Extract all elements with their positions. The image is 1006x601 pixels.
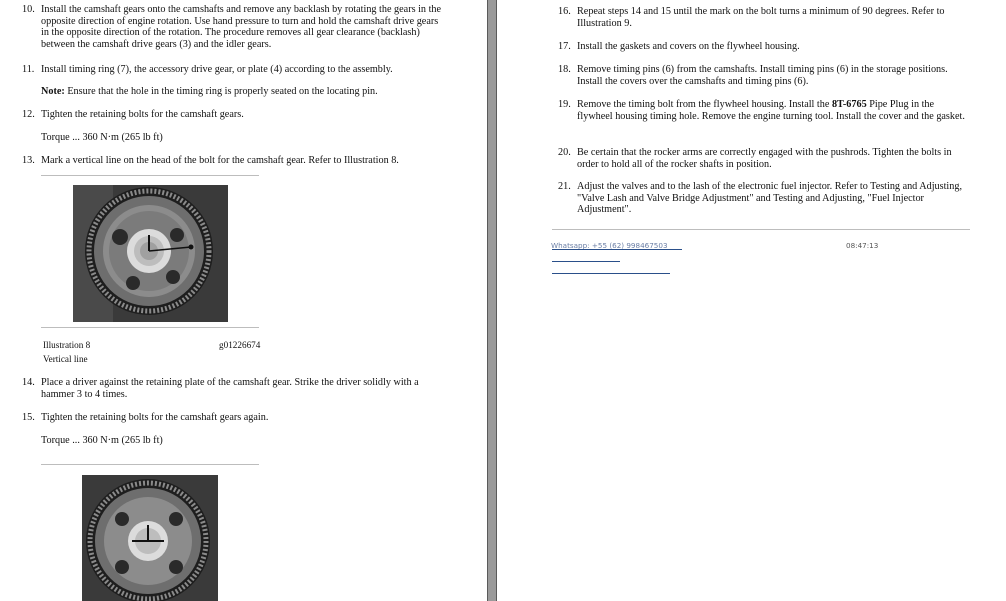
note [41,86,441,98]
step-text: Remove timing pins (6) from the camshafts. Install timing pins (6) in the storage positions. Install the covers over the camshafts and timing pins (6). [577,64,948,87]
left-page [0,0,487,601]
step-text [577,99,968,122]
divider [41,327,259,328]
footer-line [552,261,620,262]
torque-spec-12: Torque ... 360 N·m (265 lb ft) [41,132,163,143]
step-text: Repeat steps 14 and 15 until the mark on the bolt turns a minimum of 90 degrees. Refer to Illustration 9. [577,6,945,29]
step-10 [22,4,442,50]
step-text: Be certain that the rocker arms are correctly engaged with the pushrods. Tighten the bolts in order to hold all of the rocker shafts in position. [577,147,952,170]
step-18 [558,64,968,87]
step-14 [22,377,442,400]
footer-line [552,273,670,274]
step-number: 19. [558,99,571,110]
step-text: Tighten the retaining bolts for the camshaft gears again. [41,412,269,423]
divider [41,175,259,176]
footer-time: 08:47:13 [846,241,879,250]
illustration-title: Illustration 8 [43,340,91,350]
torque-spec-15: Torque ... 360 N·m (265 lb ft) [41,435,163,446]
note-text: Ensure that the hole in the timing ring is properly seated on the locating pin. [64,86,378,97]
illustration-code: g01226674 [219,340,261,350]
step-text: Mark a vertical line on the head of the bolt for the camshaft gear. Refer to Illustration 8. [41,155,399,166]
step-number: 10. [22,4,35,15]
step-text: Place a driver against the retaining plate of the camshaft gear. Strike the driver solidly with a hammer 3 to 4 times. [41,377,419,400]
step-text: Adjust the valves and to the lash of the electronic fuel injector. Refer to Testing and Adjusting, "Valve Lash and Valve Bridge Adjustment" and Testing and Adjusting, "Fuel Injector Adjustment". [577,181,962,216]
footer-contact[interactable]: Whatsapp: +55 (62) 998467503 [551,241,668,250]
step-number: 18. [558,64,571,75]
step-text: Install the camshaft gears onto the camshafts and remove any backlash by rotating the gears in the opposite direction of engine rotation. Use hand pressure to turn and hold the camshaft drive gears in the opposite direction of the rotation. The procedure removes all gear clearance (backlash) between the camshaft drive gears (3) and the idler gears. [41,4,442,50]
step-text: Install timing ring (7), the accessory drive gear, or plate (4) according to the assembly. [41,64,393,75]
step-20 [558,147,968,170]
step-text: Tighten the retaining bolts for the camshaft gears. [41,109,244,120]
note-label: Note: [41,86,65,97]
step-number: 20. [558,147,571,158]
right-page [497,0,1006,601]
step-19 [558,99,968,122]
page-gutter [487,0,497,601]
step-number: 16. [558,6,571,17]
divider [552,229,970,230]
illustration-caption: Vertical line [43,354,88,364]
step-number: 11. [22,64,35,75]
step-15 [22,412,442,424]
part-number: 8T-6765 [831,99,867,110]
gutter-edge [487,0,488,601]
step-11 [22,64,442,76]
illustration-8-image [73,185,228,322]
step-text: Install the gaskets and covers on the flywheel housing. [577,41,800,52]
step-number: 21. [558,181,571,192]
step-17 [558,41,968,53]
illustration-9-image [82,475,218,601]
step-number: 14. [22,377,35,388]
divider [41,464,259,465]
step-number: 13. [22,155,35,166]
step-13 [22,155,442,167]
step-21 [558,181,968,216]
step-12 [22,109,442,121]
step-16 [558,6,968,29]
step-number: 15. [22,412,35,423]
step-text-post: Pipe Plug in the flywheel housing timing hole. Remove the engine turning tool. Install the cover and the gasket. [577,99,965,122]
step-number: 12. [22,109,35,120]
step-number: 17. [558,41,571,52]
footer-line [552,249,682,250]
step-text-pre: Remove the timing bolt from the flywheel housing. Install the [577,99,832,110]
